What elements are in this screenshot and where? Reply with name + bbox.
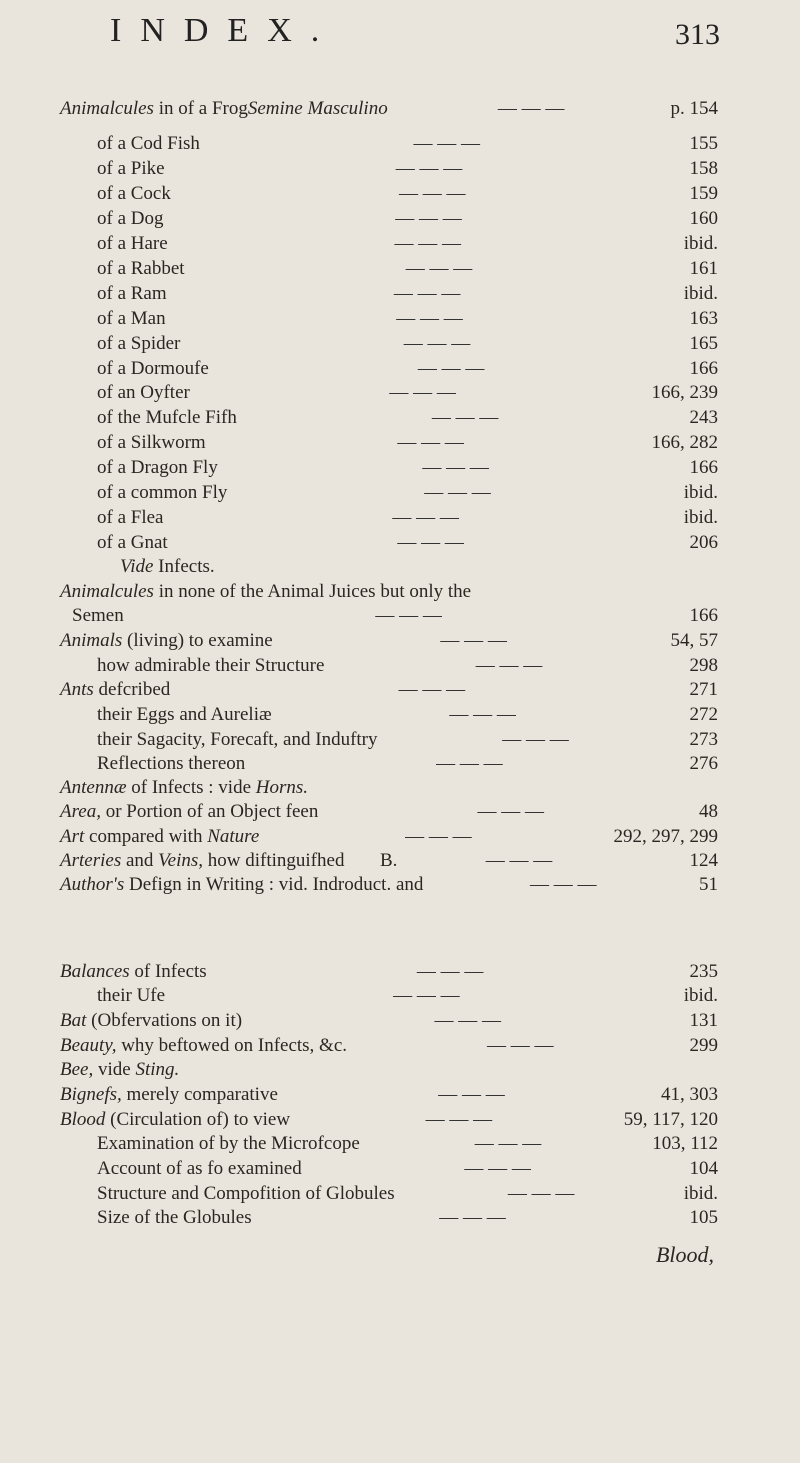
entry-pages: ibid. [683,1183,718,1204]
dash-leader: — — — [485,850,553,871]
index-entry [97,282,718,306]
dash-leader: — — — [449,704,516,725]
dash-leader: — — — [502,729,569,750]
entry-rest: Infects. [153,556,215,577]
index-entry [97,481,718,505]
entry-emphasis: Veins, [158,850,204,871]
entry-pages: 276 [689,753,718,774]
entry-text [97,1132,360,1156]
entry-heading: Blood [60,1109,106,1130]
dash-leader: — — — [392,507,459,528]
entry-pages: 131 [689,1010,718,1031]
index-entry [97,506,718,530]
dash-leader: — — — [417,358,485,379]
dash-leader: — — — [416,961,484,982]
dash-leader: — — — [398,183,466,204]
entry-text [60,1058,179,1082]
entry-subtext: of a Ram [97,283,167,304]
dash-leader: — — — [464,1158,531,1179]
entry-heading: Animalcules [60,98,154,119]
entry-emphasis: Sting. [135,1059,180,1080]
entry-emphasis: Nature [207,826,260,847]
entry-text [97,381,190,405]
entry-pages: 271 [689,679,718,700]
index-entry [60,1009,718,1033]
entry-subtext: Structure and Compofition of Globules [97,1183,395,1204]
entry-subtext: Size of the Globules [97,1207,252,1228]
dash-leader: — — — [389,382,456,403]
index-entry [97,431,718,455]
index-entry [97,1132,718,1156]
entry-pages: 273 [689,729,718,750]
entry-text [97,332,180,356]
index-entry [60,580,718,604]
dash-leader: — — — [431,407,499,428]
entry-subtext: of a Man [97,308,166,329]
page-title: INDEX. [110,12,339,49]
dash-leader: — — — [425,1109,493,1130]
entry-pages: 104 [689,1158,718,1179]
entry-text [97,307,166,331]
dash-leader: — — — [507,1183,575,1204]
entry-text [97,728,378,752]
entry-text [97,357,209,381]
index-entry [97,406,718,430]
entry-pages: 235 [689,961,718,982]
entry-text [97,506,163,530]
entry-subtext: how admirable their Structure [97,655,325,676]
index-entry [97,257,718,281]
entry-rest: of Infects [129,961,207,982]
dash-leader: — — — [405,826,472,847]
entry-emphasis: Vide [120,556,154,577]
entry-subtext: in [153,98,179,119]
entry-pages: 59, 117, 120 [623,1109,718,1130]
dash-leader: — — — [393,985,460,1006]
entry-pages: 166, 239 [651,382,718,403]
index-entry [97,752,718,776]
index-entry [97,332,718,356]
entry-text [60,1108,290,1132]
entry-pages: 124 [689,850,718,871]
entry-rest: how diftinguifhed [203,850,345,871]
dash-leader: — — — [475,655,543,676]
entry-heading: Ants [60,679,94,700]
entry-pages: 155 [689,133,718,154]
entry-pages: ibid. [683,283,718,304]
entry-rest: and [121,850,159,871]
entry-text [97,431,206,455]
index-entry [97,381,718,405]
index-entry [97,1157,718,1181]
dash-leader: — — — [529,874,597,895]
entry-text [60,800,318,824]
entry-pages: 160 [689,208,718,229]
entry-heading: Author's [60,874,125,895]
index-entry [60,873,718,897]
entry-pages: 299 [689,1035,718,1056]
entry-subtext: their Eggs and Aureliæ [97,704,272,725]
index-entry [60,97,718,121]
entry-rest: defcribed [93,679,171,700]
dash-leader: — — — [395,158,463,179]
entry-text [60,873,423,897]
entry-text [60,849,344,873]
index-entry [97,207,718,231]
entry-rest: why beftowed on Infects, &c. [116,1035,348,1056]
entry-text [97,1206,252,1230]
entry-rest: Defign in Writing : vid. Indroduct. and [124,874,424,895]
index-entry [97,456,718,480]
entry-rest: in none of the Animal Juices but only the [153,581,472,602]
entry-pages: 161 [689,258,718,279]
entry-heading: Antennæ [60,777,127,798]
index-entry [60,629,718,653]
entry-text [97,752,245,776]
entry-heading: Beauty, [60,1035,117,1056]
entry-rest: (Obfervations on it) [86,1010,243,1031]
index-entry [97,1182,718,1206]
entry-text [60,97,388,121]
dash-leader: — — — [397,532,464,553]
entry-subtext: of a Flea [97,507,164,528]
entry-pages: 105 [689,1207,718,1228]
entry-text [97,1182,395,1206]
entry-heading: Bat [60,1010,87,1031]
entry-pages: 165 [689,333,718,354]
entry-subtext: of a Dog [97,208,164,229]
entry-pages: 166 [689,605,718,626]
entry-text [97,182,171,206]
entry-text [97,257,185,281]
entry-pages: 41, 303 [661,1084,718,1105]
entry-pages: 292, 297, 299 [613,826,718,847]
entry-subtext: of a Hare [97,233,168,254]
entry-pages: ibid. [683,985,718,1006]
index-entry [97,307,718,331]
entry-text [60,1083,278,1107]
index-entry [97,703,718,727]
entry-text [60,825,259,849]
index-entry [60,678,718,702]
index-entry [97,531,718,555]
entry-text [97,703,272,727]
entry-emphasis: Horns. [255,777,309,798]
entry-pages: 166 [689,358,718,379]
index-entry [97,654,718,678]
dash-leader: — — — [413,133,480,154]
entry-text [60,629,273,653]
entry-pages: ibid. [683,233,718,254]
entry-subtext: of a Rabbet [97,258,185,279]
entry-heading: Balances [60,961,130,982]
entry-subtext: of a Dragon Fly [97,457,218,478]
dash-leader: — — — [434,1010,502,1031]
entry-pages: 166, 282 [651,432,718,453]
entry-subtext: of a Pike [97,158,165,179]
entry-pages: 158 [689,158,718,179]
entry-text [97,207,163,231]
dash-leader: — — — [403,333,471,354]
entry-text [60,580,471,604]
entry-rest: (Circulation of) to view [105,1109,291,1130]
entry-rest: compared with [84,826,208,847]
dash-leader: — — — [397,432,464,453]
dash-leader: — — — [439,1207,506,1228]
entry-subtext: Semen [72,605,124,626]
entry-text [97,654,324,678]
entry-text [97,282,167,306]
index-entry [97,157,718,181]
entry-subtext: of the Mufcle Fifh [97,407,237,428]
dash-leader: — — — [375,605,442,626]
entry-pages: 206 [689,532,718,553]
entry-subtext: of a Gnat [97,532,168,553]
index-entry [60,960,718,984]
dash-leader: — — — [438,1084,505,1105]
entry-emphasis: Semine Masculino [247,98,388,119]
entry-text [97,232,168,256]
dash-leader: — — — [436,753,503,774]
entry-pages: 103, 112 [652,1133,718,1154]
entry-text [97,481,227,505]
index-entry [60,1058,718,1082]
index-entry [97,984,718,1008]
index-entry [97,357,718,381]
entry-pages: 54, 57 [670,630,718,651]
dash-leader: — — — [474,1133,542,1154]
dash-leader: — — — [497,98,565,119]
entry-rest: of Infects : vide [126,777,256,798]
entry-subtext: Account of as fo examined [97,1158,302,1179]
entry-rest: or Portion of an Object feen [100,801,319,822]
entry-text [60,678,170,702]
entry-text [60,1009,242,1033]
catchword: Blood, [655,1242,714,1267]
entry-text [97,1157,302,1181]
entry-subtext: of a Dormoufe [97,358,209,379]
entry-text [97,531,168,555]
index-entry [60,1034,718,1058]
dash-leader: — — — [395,208,462,229]
entry-text [97,984,165,1008]
index-entry [60,800,718,824]
index-entry [97,232,718,256]
dash-leader: — — — [424,482,491,503]
entry-subtext: of an Oyfter [97,382,190,403]
entry-text [60,960,207,984]
entry-subtext: their Sagacity, Forecaft, and Induftry [97,729,378,750]
entry-pages: 163 [689,308,718,329]
entry-rest: merely comparative [121,1084,278,1105]
entry-heading: Bee, [60,1059,94,1080]
entry-pages: 51 [699,874,718,895]
entry-subtext: of a Cock [97,183,171,204]
entry-subtext: of a Cod Fish [97,133,200,154]
entry-heading: Art [60,826,85,847]
entry-subtext: of a common Fly [97,482,228,503]
entry-text [120,555,215,579]
entry-text [60,1034,347,1058]
page-header [110,12,720,60]
entry-text [97,406,237,430]
entry-subtext: Reflections thereon [97,753,246,774]
entry-pages: 272 [689,704,718,725]
entry-text [60,776,308,800]
entry-text [97,157,165,181]
entry-heading: Area, [60,801,101,822]
entry-pages: p. 154 [670,98,718,119]
index-entry [60,776,718,800]
entry-heading: Bignefs, [60,1084,122,1105]
index-entry [97,728,718,752]
index-entry [97,132,718,156]
dash-leader: — — — [405,258,473,279]
entry-subtext: Examination of by the Microfcope [97,1133,360,1154]
entry-subtext: of a Silkworm [97,432,206,453]
entry-pages: 243 [689,407,718,428]
entry-subtext: their Ufe [97,985,166,1006]
dash-leader: — — — [398,679,466,700]
index-entry [72,604,718,628]
entry-heading: Arteries [60,850,122,871]
entry-heading: Animalcules [60,581,154,602]
entry-text [72,604,124,628]
dash-leader: — — — [396,308,463,329]
entry-rest: of a Frog [178,98,248,119]
dash-leader: — — — [394,233,461,254]
entry-pages: 166 [689,457,718,478]
index-entry [97,1206,718,1230]
dash-leader: — — — [393,283,461,304]
entry-text [97,456,218,480]
dash-leader: — — — [487,1035,554,1056]
index-entry [60,825,718,849]
entry-pages: 159 [689,183,718,204]
dash-leader: — — — [440,630,507,651]
dash-leader: — — — [422,457,489,478]
entry-pages: ibid. [683,507,718,528]
entry-pages: ibid. [683,482,718,503]
entry-text [97,132,200,156]
section-letter-b: B. [380,850,398,871]
entry-subtext: of a Spider [97,333,181,354]
entry-pages: 48 [699,801,718,822]
entry-heading: Animals [60,630,123,651]
index-entry [60,1108,718,1132]
index-entry [97,182,718,206]
entry-rest: vide [93,1059,136,1080]
page-number: 313 [675,18,720,51]
index-entry [120,555,718,579]
entry-pages: 298 [689,655,718,676]
index-entry [60,1083,718,1107]
dash-leader: — — — [477,801,544,822]
entry-rest: (living) to examine [122,630,273,651]
